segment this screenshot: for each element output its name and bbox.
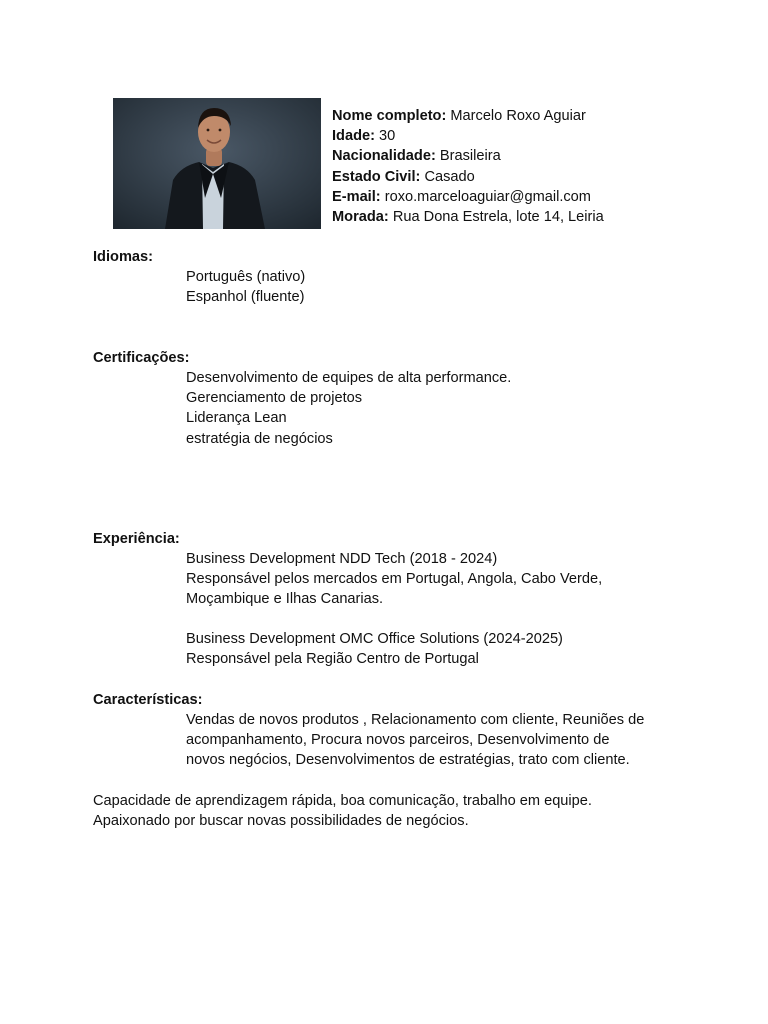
characteristics-line: acompanhamento, Procura novos parceiros, Desenvolvimento de [186,732,610,749]
address-label: Morada: [332,208,389,225]
certification-item: Desenvolvimento de equipes de alta performance. [186,370,512,386]
summary-paragraph [93,791,693,831]
certification-item: Gerenciamento de projetos [186,390,363,407]
email-value: roxo.marceloaguiar@gmail.com [384,188,591,205]
language-item: Espanhol (fluente) [186,289,305,306]
experience-job-1 [186,549,686,610]
certification-item: estratégia de negócios [186,430,333,447]
nationality-value: Brasileira [439,148,501,165]
job-description: Responsável pela Região Centro de Portugal [186,651,479,668]
age-row [332,126,752,146]
summary-line: Apaixonado por buscar novas possibilidades de negócios. [93,813,469,830]
characteristics-line: Vendas de novos produtos , Relacionamento com cliente, Reuniões de [186,712,645,728]
full-name-row [332,106,752,126]
age-value: 30 [379,128,396,145]
certifications-list [186,368,686,449]
certification-item: Liderança Lean [186,410,287,427]
characteristics-heading: Características: [93,692,203,708]
languages-list [186,267,686,307]
marital-row [332,167,752,187]
summary-line: Capacidade de aprendizagem rápida, boa comunicação, trabalho em equipe. [93,793,592,809]
job-title: Business Development OMC Office Solutions (2024-2025) [186,631,563,647]
characteristics-line: novos negócios, Desenvolvimentos de estratégias, trato com cliente. [186,752,630,769]
job-description: Responsável pelos mercados em Portugal, Angola, Cabo Verde, [186,571,603,588]
full-name-value: Marcelo Roxo Aguiar [450,108,586,124]
certifications-heading: Certificações: [93,350,190,366]
job-description: Moçambique e Ilhas Canarias. [186,591,384,608]
age-label: Idade: [332,128,375,145]
nationality-label: Nacionalidade: [332,148,436,165]
language-item: Português (nativo) [186,269,306,285]
characteristics-text [186,710,686,771]
full-name-label: Nome completo: [332,108,447,124]
experience-job-2 [186,629,686,669]
address-row [332,207,752,227]
address-value: Rua Dona Estrela, lote 14, Leiria [392,208,604,225]
nationality-row [332,146,752,166]
experience-heading: Experiência: [93,531,180,547]
languages-heading: Idiomas: [93,249,154,265]
personal-info [332,106,752,227]
email-row [332,187,752,207]
marital-value: Casado [424,168,475,185]
email-label: E-mail: [332,188,381,205]
marital-label: Estado Civil: [332,168,421,185]
profile-photo [113,98,321,229]
job-title: Business Development NDD Tech (2018 - 2024) [186,551,498,567]
